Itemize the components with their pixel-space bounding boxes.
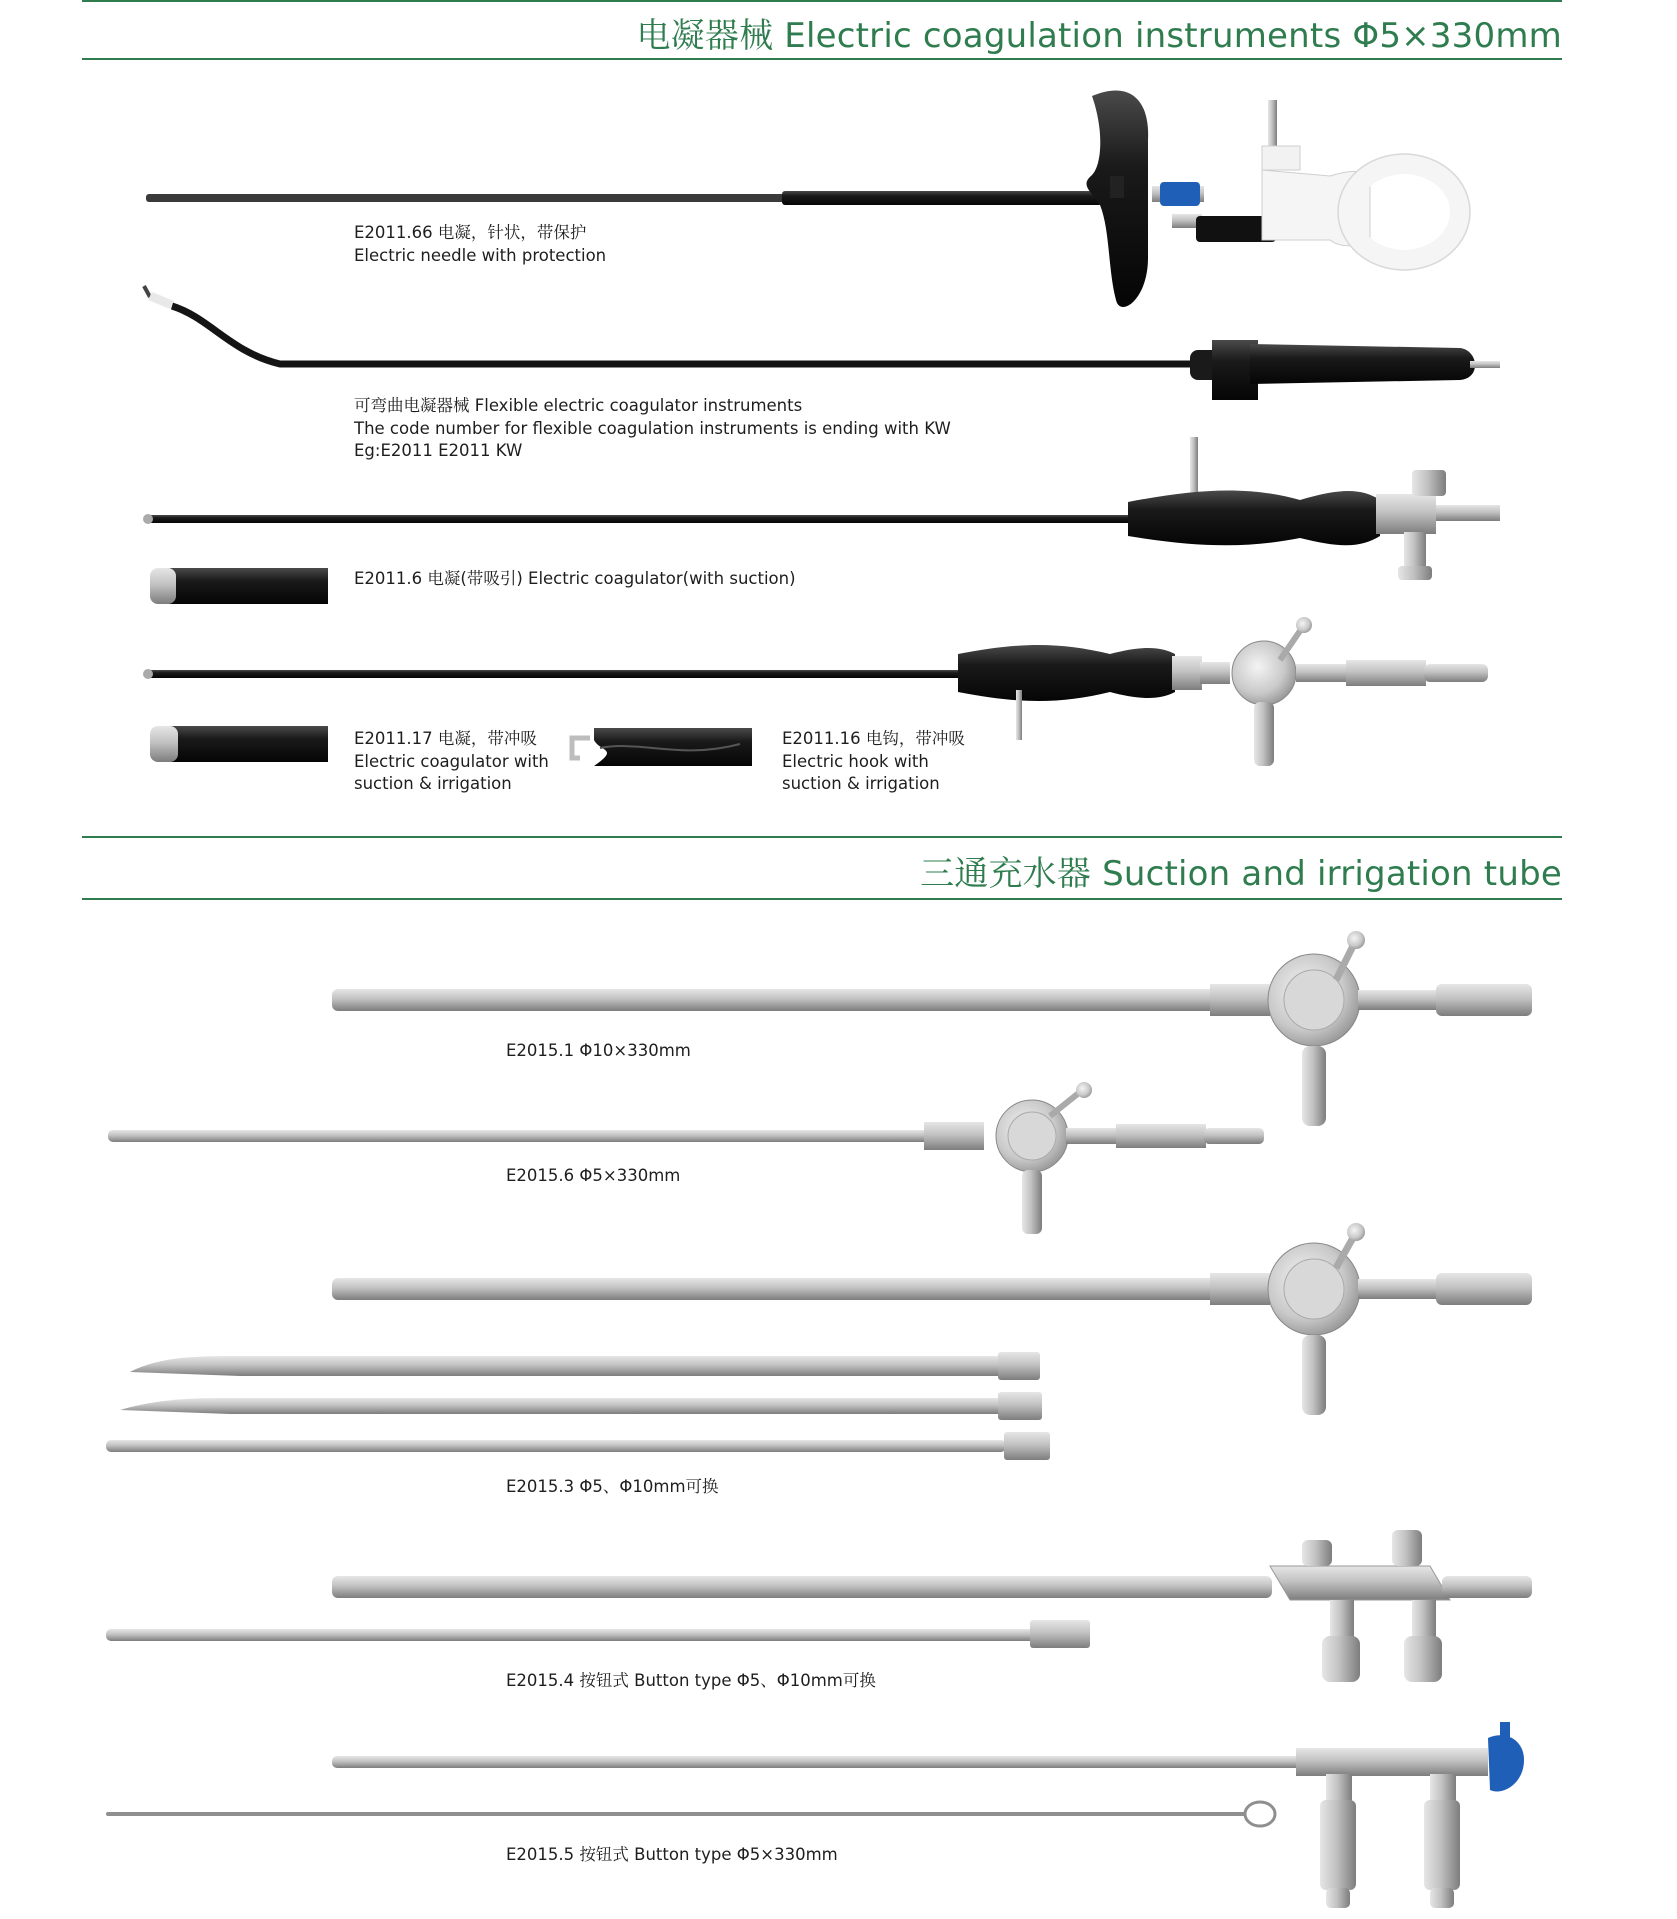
caption-e2015-3: E2015.3 Φ5、Φ10mm可换 — [506, 1477, 719, 1496]
caption-electric-needle — [354, 222, 606, 267]
caption-line: Electric coagulator with — [354, 751, 549, 771]
section-title-suction-irrigation: 三通充水器 Suction and irrigation tube — [920, 854, 1562, 894]
e2015-6-tube — [108, 1082, 1264, 1234]
section-title-electric-coagulation: 电凝器械 Electric coagulation instruments Φ5×330mm — [636, 16, 1562, 56]
e2015-3-insert-tubes — [106, 1352, 1050, 1460]
caption-line: 可弯曲电凝器械 Flexible electric coagulator instruments — [354, 396, 803, 415]
caption-flexible-coagulator — [354, 395, 951, 463]
caption-line: E2011.16 电钩，带冲吸 — [782, 729, 965, 748]
caption-line: E2011.66 电凝，针状，带保护 — [354, 223, 587, 242]
caption-e2015-1: E2015.1 Φ10×330mm — [506, 1041, 691, 1060]
flexible-coagulator-instrument — [144, 286, 1500, 400]
caption-line: Electric hook with — [782, 751, 929, 771]
caption-line: E2011.6 电凝(带吸引) Electric coagulator(with suction) — [354, 569, 796, 588]
caption-electric-hook — [782, 728, 965, 796]
caption-line: suction & irrigation — [354, 774, 512, 793]
caption-line: suction & irrigation — [782, 774, 940, 793]
caption-irrigation-coagulator — [354, 728, 549, 796]
caption-line: E2011.17 电凝，带冲吸 — [354, 729, 537, 748]
electric-needle-instrument — [146, 90, 1470, 306]
hook-tip-detail — [572, 728, 752, 766]
suction-tip-detail — [150, 568, 328, 604]
caption-e2015-5: E2015.5 按钮式 Button type Φ5×330mm — [506, 1845, 838, 1864]
caption-line: The code number for flexible coagulation instruments is ending with KW — [354, 418, 951, 438]
caption-line: Electric needle with protection — [354, 245, 607, 265]
e2015-5-button-tube — [106, 1722, 1524, 1908]
e2015-4-button-tube — [106, 1530, 1532, 1682]
irrigation-tip-detail — [150, 726, 328, 762]
caption-e2015-4: E2015.4 按钮式 Button type Φ5、Φ10mm可换 — [506, 1671, 876, 1690]
caption-suction-coagulator — [354, 568, 796, 591]
e2015-1-tube — [332, 931, 1532, 1126]
caption-line: Eg:E2011 E2011 KW — [354, 441, 523, 460]
e2015-3-tube — [332, 1223, 1532, 1415]
caption-e2015-6: E2015.6 Φ5×330mm — [506, 1166, 681, 1185]
